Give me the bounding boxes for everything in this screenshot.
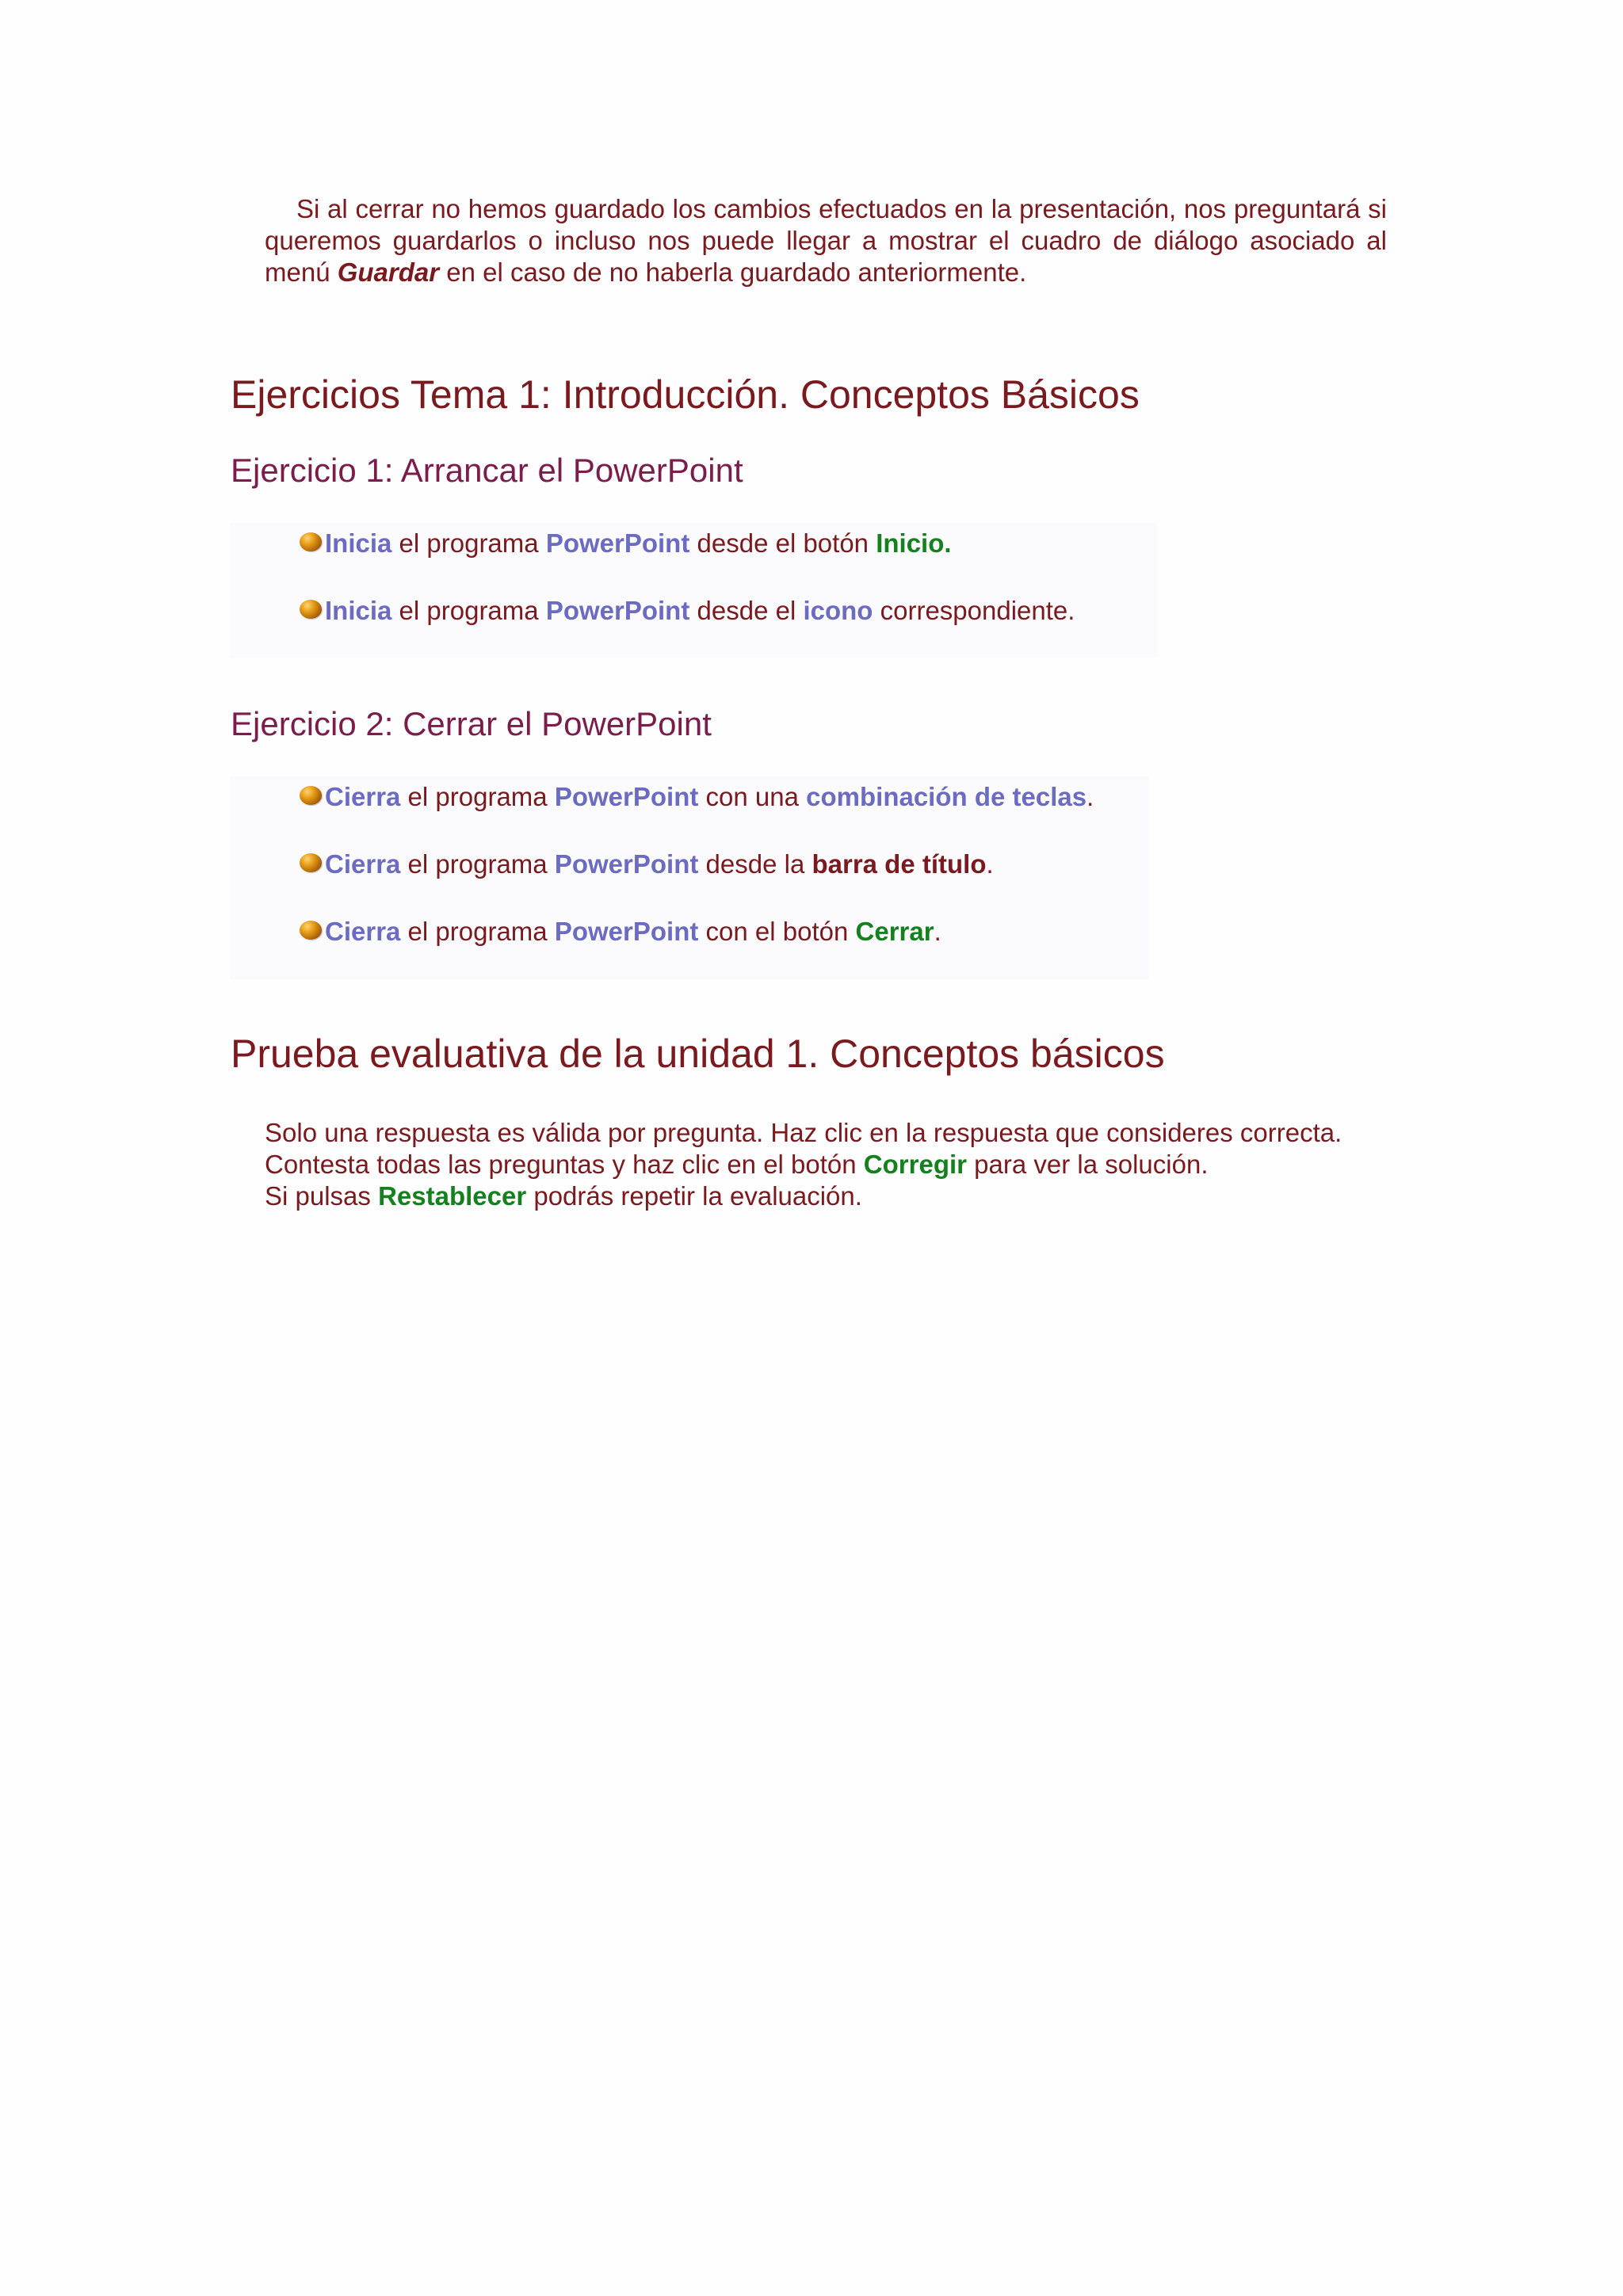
exercise-link-powerpoint[interactable]: PowerPoint [554,849,699,879]
exercise-link-cierra[interactable]: Cierra [325,849,401,879]
ejercicio2-list [230,776,1149,979]
prueba-instructions [265,1117,1390,1212]
barra-titulo-reference: barra de título [812,849,987,879]
list-item [230,528,1157,595]
item-text: desde la [698,849,812,879]
item-text: para ver la solución. [967,1150,1209,1179]
inicio-button-reference: Inicio. [876,528,952,558]
exercise-link-combinacion-teclas[interactable]: combinación de teclas [806,782,1087,811]
menu-guardar-reference: Guardar [337,257,440,287]
item-text: . [1086,782,1094,811]
item-text: desde el [689,596,804,625]
item-text: . [934,917,941,946]
item-text: Contesta todas las preguntas y haz clic en el botón [265,1150,864,1179]
item-text: . [986,849,994,879]
item-text: el programa [391,596,546,625]
intro-paragraph [265,193,1387,288]
orange-ball-bullet-icon [300,532,322,551]
item-text: podrás repetir la evaluación. [526,1181,862,1211]
exercise-link-cierra[interactable]: Cierra [325,782,401,811]
section-title-ejercicios: Ejercicios Tema 1: Introducción. Conceptos Básicos [231,372,1140,417]
orange-ball-bullet-icon [300,600,322,619]
exercise-link-inicia[interactable]: Inicia [325,528,392,558]
section-title-prueba: Prueba evaluativa de la unidad 1. Conceptos básicos [231,1032,1165,1076]
exercise-link-icono[interactable]: icono [803,596,873,625]
ejercicio1-list [230,523,1157,658]
cerrar-button-reference: Cerrar [855,917,934,946]
instruction-line-2 [265,1149,1390,1180]
orange-ball-bullet-icon [300,786,322,805]
list-item [230,849,1149,916]
exercise-link-powerpoint[interactable]: PowerPoint [545,528,690,558]
instruction-line-3 [265,1180,1390,1212]
item-text: el programa [400,782,555,811]
orange-ball-bullet-icon [300,853,322,872]
ejercicio1-title: Ejercicio 1: Arrancar el PowerPoint [231,452,743,489]
intro-text-2: en el caso de no haberla guardado anteriormente. [439,257,1027,287]
item-text: Si pulsas [265,1181,379,1211]
exercise-link-powerpoint[interactable]: PowerPoint [554,782,699,811]
exercise-link-powerpoint[interactable]: PowerPoint [554,917,699,946]
item-text: el programa [400,849,555,879]
exercise-link-inicia[interactable]: Inicia [325,596,392,625]
instruction-line-1: Solo una respuesta es válida por pregunta. Haz clic en la respuesta que consideres correcta. [265,1118,1342,1147]
list-item [230,916,1149,983]
item-text: el programa [400,917,555,946]
list-item [230,595,1157,662]
ejercicio2-title: Ejercicio 2: Cerrar el PowerPoint [231,705,712,742]
item-text: correspondiente. [873,596,1075,625]
corregir-button-reference: Corregir [863,1150,967,1179]
exercise-link-cierra[interactable]: Cierra [325,917,401,946]
item-text: con el botón [698,917,856,946]
intro-text-1: Si al cerrar no hemos guardado los cambios efectuados en la presentación, nos preguntará si queremos guardarlos o incluso nos puede llegar a mostrar el cuadro de diálogo asociado al menú [265,194,1387,287]
exercise-link-powerpoint[interactable]: PowerPoint [545,596,690,625]
item-text: con una [698,782,807,811]
orange-ball-bullet-icon [300,921,322,940]
restablecer-button-reference: Restablecer [378,1181,527,1211]
list-item [230,781,1149,849]
item-text: el programa [391,528,546,558]
item-text: desde el botón [689,528,876,558]
